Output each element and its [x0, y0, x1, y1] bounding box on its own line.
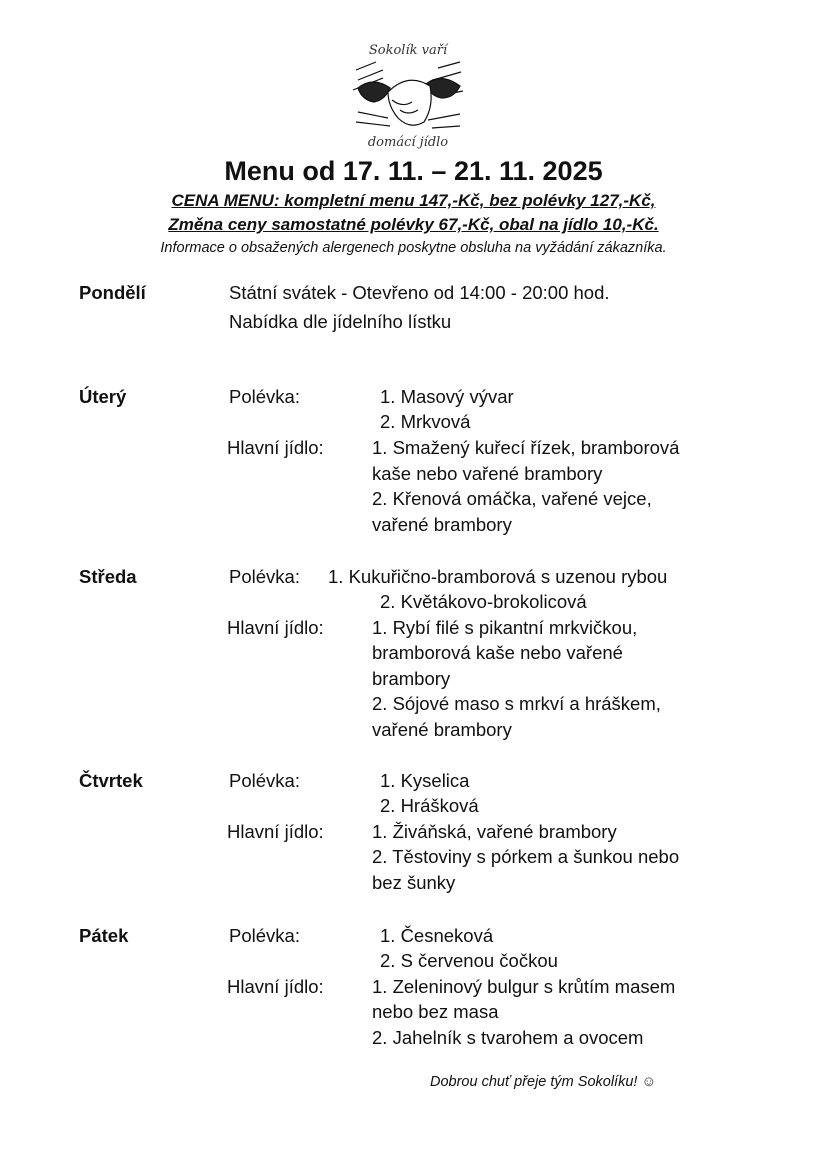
- thursday-soup-2: 2. Hrášková: [380, 795, 479, 816]
- friday-main-line: 1. Zeleninový bulgur s krůtím masem: [372, 976, 676, 997]
- wednesday-soup-1: 1. Kukuřično-bramborová s uzenou rybou: [328, 566, 668, 587]
- footer-greeting: Dobrou chuť přeje tým Sokolíku! ☺: [430, 1074, 657, 1090]
- friday-main-label: Hlavní jídlo:: [227, 976, 324, 997]
- tuesday-soup-2: 2. Mrkvová: [380, 411, 471, 432]
- wednesday-main-line: 1. Rybí filé s pikantní mrkvičkou,: [372, 617, 638, 638]
- tuesday-soup-1: 1. Masový vývar: [380, 386, 514, 407]
- monday-line-2: Nabídka dle jídelního lístku: [229, 311, 452, 332]
- day-monday: Pondělí: [79, 282, 146, 303]
- wednesday-main-line: bramborová kaše nebo vařené: [372, 642, 623, 663]
- thursday-main-line: 2. Těstoviny s pórkem a šunkou nebo: [372, 846, 680, 867]
- thursday-main-line: bez šunky: [372, 872, 456, 893]
- tuesday-main-label: Hlavní jídlo:: [227, 437, 324, 458]
- wednesday-main-line: 2. Sójové maso s mrkví a hráškem,: [372, 693, 661, 714]
- monday-line-1: Státní svátek - Otevřeno od 14:00 - 20:00 hod.: [229, 282, 610, 303]
- tuesday-soup-label: Polévka:: [229, 386, 300, 407]
- friday-soup-1: 1. Česneková: [380, 925, 494, 946]
- friday-main-line: 2. Jahelník s tvarohem a ovocem: [372, 1027, 644, 1048]
- thursday-main-line: 1. Živáňská, vařené brambory: [372, 821, 617, 842]
- allergen-info: Informace o obsažených alergenech poskytne obsluha na vyžádání zákazníka.: [160, 240, 667, 256]
- thursday-main-label: Hlavní jídlo:: [227, 821, 324, 842]
- logo-illustration: [348, 40, 468, 152]
- wednesday-main-label: Hlavní jídlo:: [227, 617, 324, 638]
- wednesday-main-line: vařené brambory: [372, 719, 512, 740]
- day-tuesday: Úterý: [79, 386, 127, 407]
- logo-top-text: Sokolík vaří: [368, 43, 448, 58]
- day-wednesday: Středa: [79, 566, 137, 587]
- wednesday-soup-2: 2. Květákovo-brokolicová: [380, 591, 587, 612]
- price-line-1: CENA MENU: kompletní menu 147,-Kč, bez polévky 127,-Kč,: [171, 191, 656, 210]
- day-thursday: Čtvrtek: [79, 770, 143, 791]
- tuesday-main-line: kaše nebo vařené brambory: [372, 463, 603, 484]
- price-line-2: Změna ceny samostatné polévky 67,-Kč, obal na jídlo 10,-Kč.: [168, 215, 659, 234]
- sokolik-logo: [348, 40, 468, 152]
- tuesday-main-line: vařené brambory: [372, 514, 512, 535]
- wednesday-main-line: brambory: [372, 668, 451, 689]
- thursday-soup-1: 1. Kyselica: [380, 770, 470, 791]
- friday-soup-2: 2. S červenou čočkou: [380, 950, 558, 971]
- tuesday-main-line: 1. Smažený kuřecí řízek, bramborová: [372, 437, 680, 458]
- thursday-soup-label: Polévka:: [229, 770, 300, 791]
- day-friday: Pátek: [79, 925, 129, 946]
- logo-bottom-text: domácí jídlo: [367, 135, 449, 150]
- menu-title: Menu od 17. 11. – 21. 11. 2025: [224, 156, 603, 186]
- friday-main-line: nebo bez masa: [372, 1001, 499, 1022]
- wednesday-soup-label: Polévka:: [229, 566, 300, 587]
- tuesday-main-line: 2. Křenová omáčka, vařené vejce,: [372, 488, 652, 509]
- friday-soup-label: Polévka:: [229, 925, 300, 946]
